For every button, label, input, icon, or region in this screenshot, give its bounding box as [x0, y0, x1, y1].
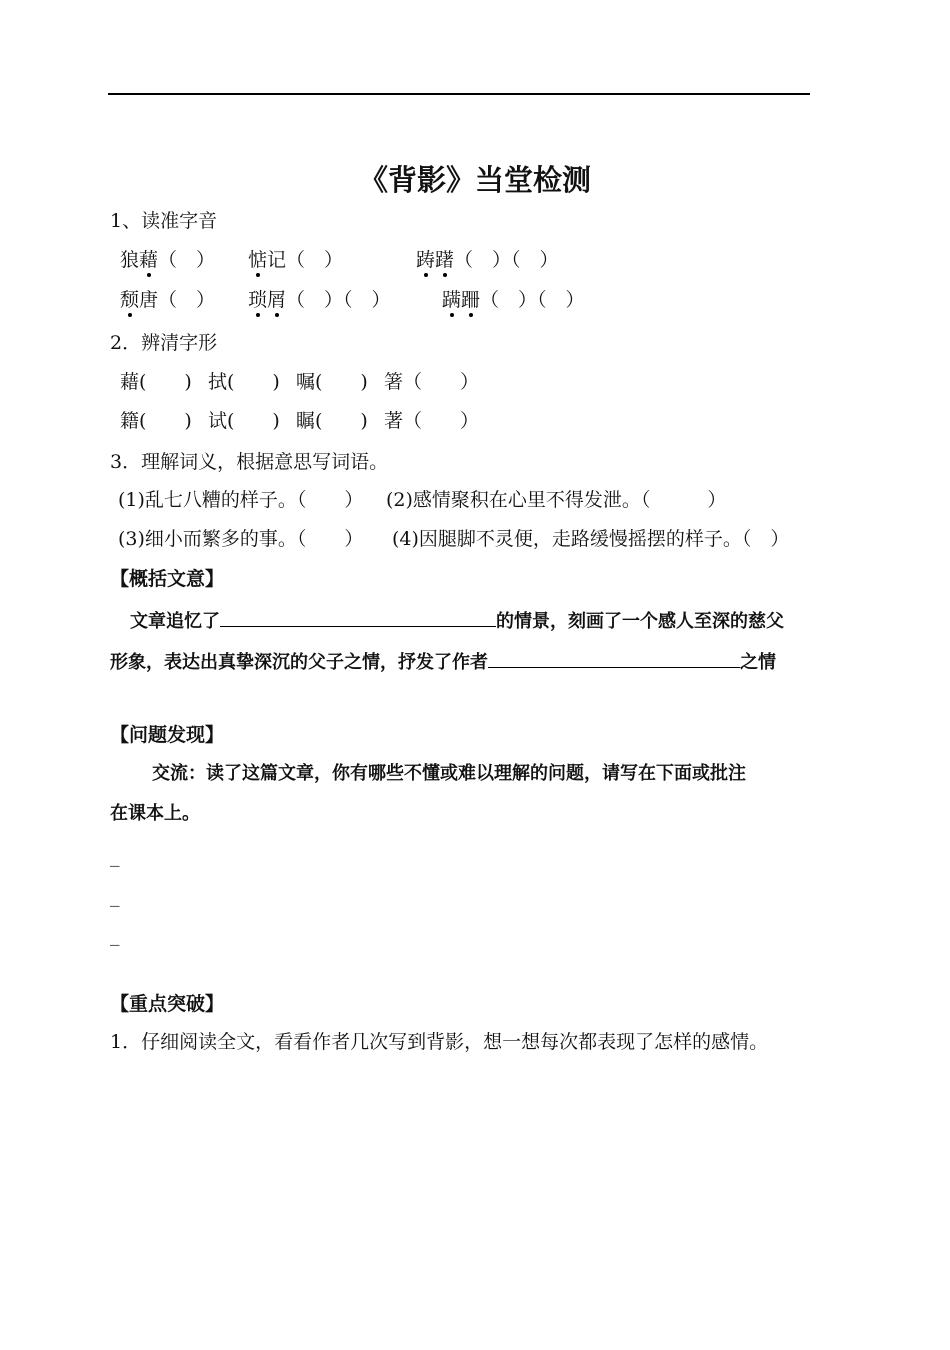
summary-line-1: 文章追忆了 的情景，刻画了一个感人至深的慈父: [130, 606, 784, 634]
glyph-row-2: [120, 409, 820, 435]
answer-dash[interactable]: _: [110, 885, 120, 907]
answer-dash[interactable]: _: [110, 924, 120, 946]
pinyin-item: 惦记（ ）: [248, 249, 344, 271]
vocab-item: (2)感情聚积在心里不得发泄。（ ）: [386, 489, 727, 511]
pinyin-item: 蹒跚（ ）（ ）: [442, 289, 585, 311]
pinyin-item: 狼藉（ ）: [120, 249, 216, 271]
answer-dash[interactable]: _: [110, 845, 120, 867]
glyph-item: 拭( ): [208, 371, 280, 393]
summary-line-2: 形象，表达出真挚深沉的父子之情，抒发了作者 之情: [110, 647, 776, 675]
answer-blank[interactable]: [220, 606, 496, 627]
pinyin-item: 琐屑（ ）（ ）: [248, 289, 391, 311]
focus-heading: 【重点突破】: [110, 993, 225, 1015]
question-line-1: 交流：读了这篇文章，你有哪些不懂或难以理解的问题，请写在下面或批注: [152, 763, 746, 784]
answer-blank[interactable]: [488, 647, 740, 668]
vocab-item: (4)因腿脚不灵便，走路缓慢摇摆的样子。（ ）: [392, 528, 790, 550]
vocab-row-1: [118, 488, 838, 514]
pinyin-row-2: [120, 288, 820, 314]
question-heading: 【问题发现】: [110, 724, 225, 746]
section-1-heading: 1、读准字音: [110, 210, 218, 232]
glyph-row-1: [120, 370, 820, 396]
glyph-item: 藉( ): [120, 371, 192, 393]
glyph-item: 箸（ ）: [384, 371, 480, 393]
vocab-row-2: [118, 527, 838, 553]
pinyin-item: 踌躇（ ）（ ）: [416, 249, 559, 271]
vocab-item: (1)乱七八糟的样子。（ ）: [118, 489, 364, 511]
question-line-2: 在课本上。: [110, 803, 200, 824]
glyph-item: 嘱( ): [296, 371, 368, 393]
glyph-item: 著（ ）: [384, 410, 480, 432]
vocab-item: (3)细小而繁多的事。（ ）: [118, 528, 364, 550]
section-3-heading: 3．理解词义，根据意思写词语。: [110, 451, 389, 473]
page-title: 《背影》当堂检测: [358, 163, 591, 197]
glyph-item: 籍( ): [120, 410, 192, 432]
glyph-item: 试( ): [208, 410, 280, 432]
pinyin-item: 颓唐（ ）: [120, 289, 216, 311]
pinyin-row-1: [120, 248, 820, 274]
header-rule: [108, 93, 810, 95]
focus-item-1: 1．仔细阅读全文，看看作者几次写到背影，想一想每次都表现了怎样的感情。: [110, 1031, 769, 1053]
glyph-item: 瞩( ): [296, 410, 368, 432]
summary-heading: 【概括文意】: [110, 568, 225, 590]
section-2-heading: 2．辨清字形: [110, 332, 218, 354]
